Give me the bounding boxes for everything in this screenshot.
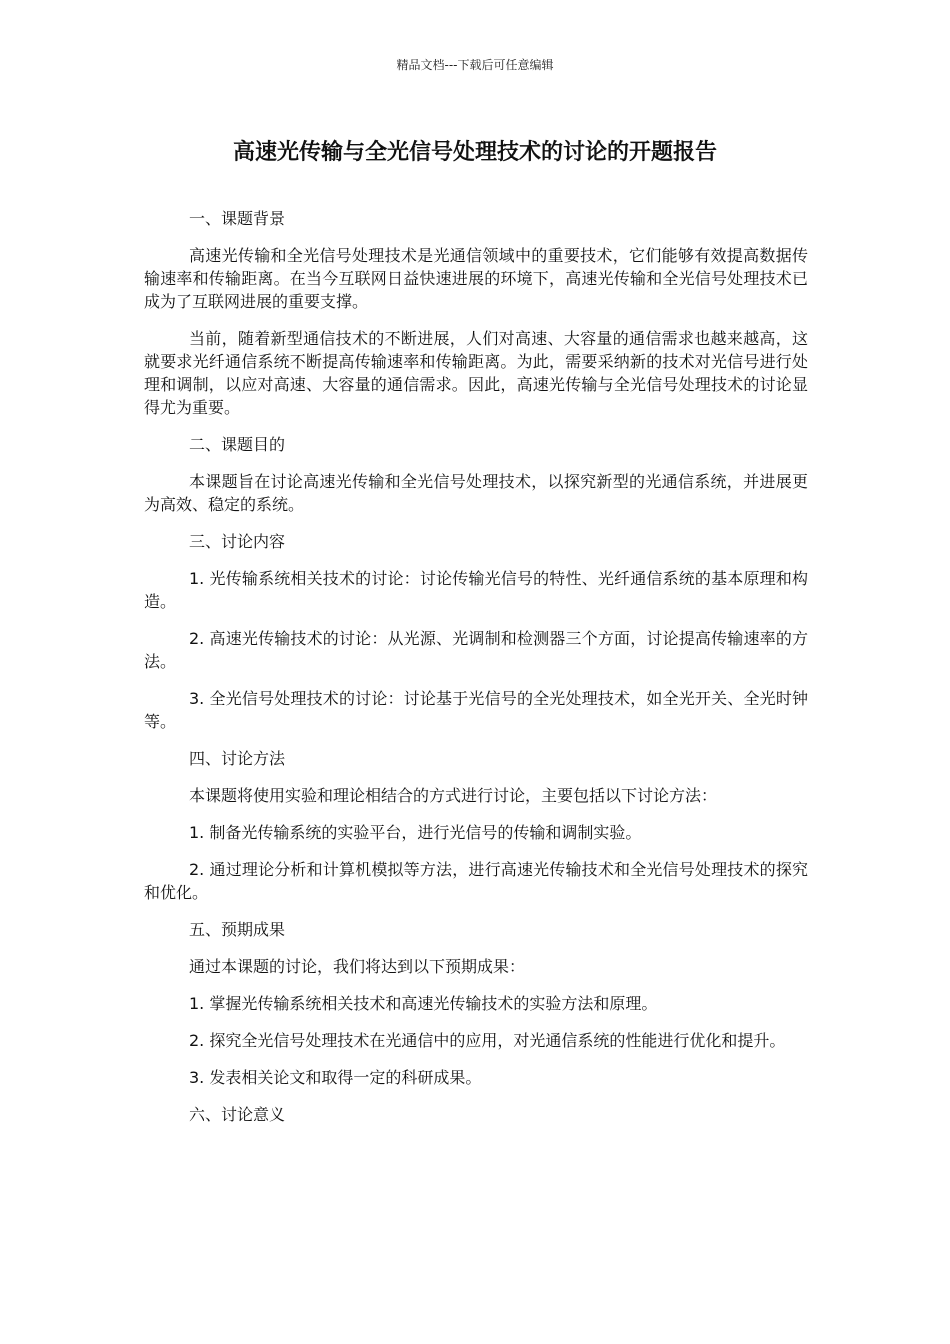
list-item: 2. 通过理论分析和计算机模拟等方法，进行高速光传输技术和全光信号处理技术的探究和优化。	[144, 860, 808, 902]
section-heading-background: 一、课题背景	[189, 209, 286, 228]
list-item: 1. 制备光传输系统的实验平台，进行光信号的传输和调制实验。	[189, 823, 642, 842]
paragraph: 本课题将使用实验和理论相结合的方式进行讨论，主要包括以下讨论方法：	[189, 786, 718, 805]
section-heading-methods: 四、讨论方法	[189, 749, 286, 768]
list-item: 1. 光传输系统相关技术的讨论：讨论传输光信号的特性、光纤通信系统的基本原理和构造。	[144, 569, 808, 611]
section-heading-content: 三、讨论内容	[189, 532, 286, 551]
paragraph: 通过本课题的讨论，我们将达到以下预期成果：	[189, 957, 526, 976]
list-item: 2. 探究全光信号处理技术在光通信中的应用，对光通信系统的性能进行优化和提升。	[189, 1031, 786, 1050]
document-body	[144, 207, 808, 1140]
list-item: 2. 高速光传输技术的讨论：从光源、光调制和检测器三个方面，讨论提高传输速率的方法。	[144, 629, 808, 671]
list-item: 1. 掌握光传输系统相关技术和高速光传输技术的实验方法和原理。	[189, 994, 658, 1013]
section-heading-significance: 六、讨论意义	[189, 1105, 286, 1124]
paragraph: 当前，随着新型通信技术的不断进展，人们对高速、大容量的通信需求也越来越高，这就要求光纤通信系统不断提高传输速率和传输距离。为此，需要采纳新的技术对光信号进行处理和调制，以应对高速、大容量的通信需求。因此，高速光传输与全光信号处理技术的讨论显得尤为重要。	[144, 329, 808, 417]
document-title: 高速光传输与全光信号处理技术的讨论的开题报告	[232, 140, 717, 165]
list-item: 3. 发表相关论文和取得一定的科研成果。	[189, 1068, 482, 1087]
paragraph: 本课题旨在讨论高速光传输和全光信号处理技术，以探究新型的光通信系统，并进展更为高效、稳定的系统。	[144, 472, 808, 514]
section-heading-expected-results: 五、预期成果	[189, 920, 286, 939]
list-item: 3. 全光信号处理技术的讨论：讨论基于光信号的全光处理技术，如全光开关、全光时钟等。	[144, 689, 808, 731]
header-note: 精品文档---下载后可任意编辑	[396, 58, 554, 72]
section-heading-purpose: 二、课题目的	[189, 435, 286, 454]
paragraph: 高速光传输和全光信号处理技术是光通信领域中的重要技术，它们能够有效提高数据传输速率和传输距离。在当今互联网日益快速进展的环境下，高速光传输和全光信号处理技术已成为了互联网进展的重要支撑。	[144, 246, 808, 311]
